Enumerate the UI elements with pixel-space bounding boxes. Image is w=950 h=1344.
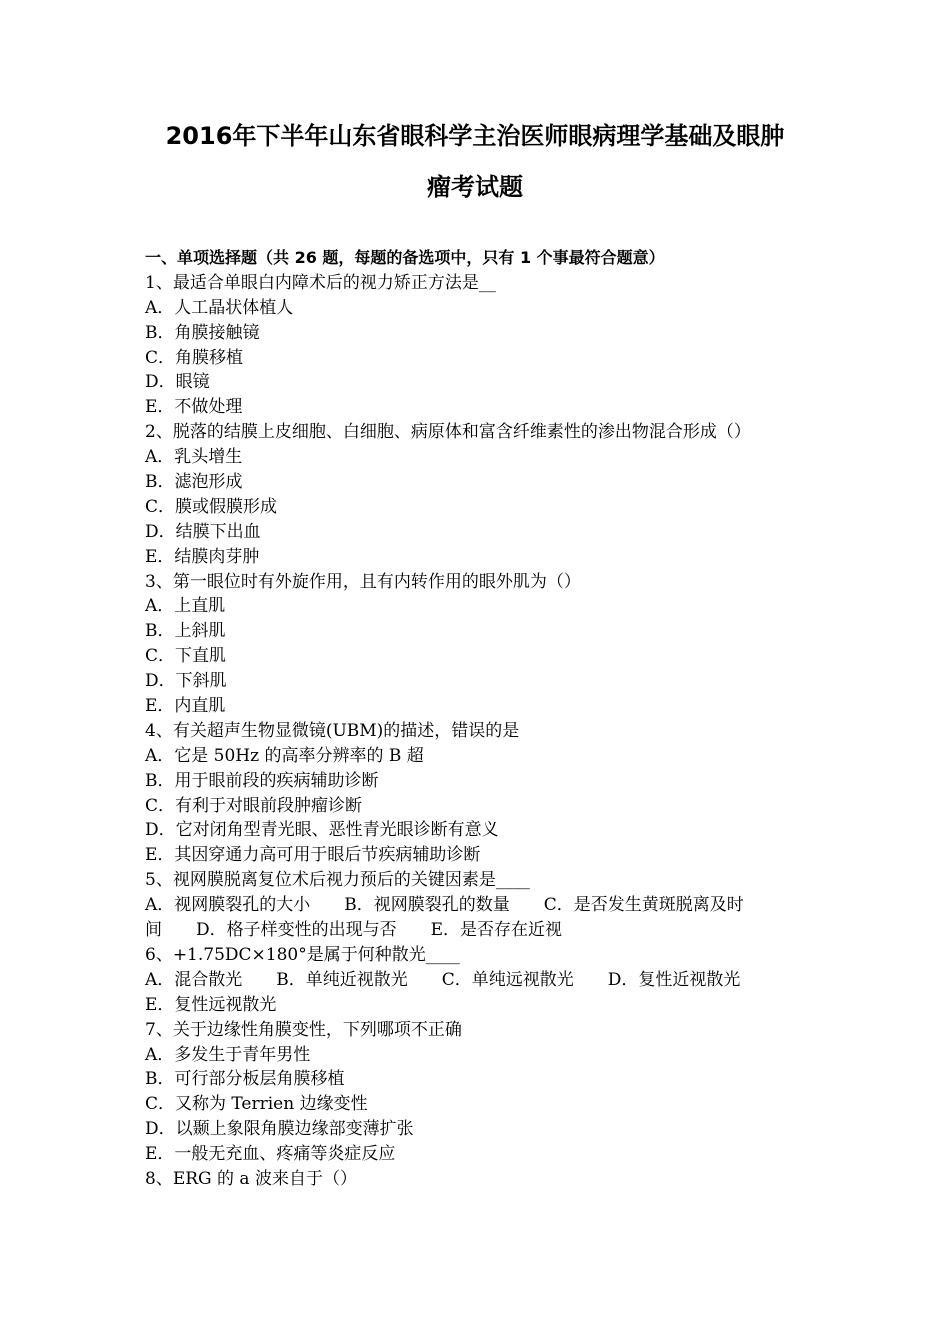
q2-option-e: E．结膜肉芽肿: [145, 546, 260, 567]
q5-option-c-continued: 间: [145, 920, 162, 941]
q5-option-b: B．视网膜裂孔的数量: [344, 895, 510, 916]
q3-option-c: C．下直肌: [145, 646, 227, 667]
q6-option-e: E．复性远视散光: [145, 994, 277, 1015]
q4-option-e: E．其因穿通力高可用于眼后节疾病辅助诊断: [145, 845, 481, 866]
q7-option-d: D．以颞上象限角膜边缘部变薄扩张: [145, 1119, 414, 1140]
q4-stem: 4、有关超声生物显微镜(UBM)的描述，错误的是: [145, 720, 520, 741]
q6-option-b: B．单纯近视散光: [276, 969, 408, 990]
q2-stem: 2、脱落的结膜上皮细胞、白细胞、病原体和富含纤维素性的渗出物混合形成（）: [145, 422, 751, 443]
q4-option-d: D．它对闭角型青光眼、恶性青光眼诊断有意义: [145, 820, 499, 841]
q4-option-c: C．有利于对眼前段肿瘤诊断: [145, 795, 363, 816]
q6-option-a: A．混合散光: [145, 969, 243, 990]
q7-option-e: E．一般无充血、疼痛等炎症反应: [145, 1144, 396, 1165]
q1-option-c: C．角膜移植: [145, 347, 244, 368]
q8-stem: 8、ERG 的 a 波来自于（）: [145, 1168, 357, 1189]
q5-option-e: E．是否存在近视: [430, 920, 563, 941]
section-heading: 一、单项选择题（共 26 题，每题的备选项中，只有 1 个事最符合题意）: [145, 248, 665, 267]
q4-option-b: B．用于眼前段的疾病辅助诊断: [145, 770, 379, 791]
q4-option-a: A．它是 50Hz 的高率分辨率的 B 超: [145, 745, 424, 766]
q2-option-b: B．滤泡形成: [145, 472, 243, 493]
q1-option-e: E．不做处理: [145, 397, 243, 418]
q6-options-row-1: [145, 968, 815, 993]
q6-option-c: C．单纯远视散光: [441, 969, 574, 990]
q6-option-d: D．复性近视散光: [607, 969, 741, 990]
q5-stem: 5、视网膜脱离复位术后视力预后的关键因素是____: [145, 870, 530, 891]
document-body: [145, 246, 815, 1192]
q5-option-d: D．格子样变性的出现与否: [196, 920, 397, 941]
q3-option-b: B．上斜肌: [145, 621, 226, 642]
q5-options-row-2: [145, 918, 815, 943]
q3-stem: 3、第一眼位时有外旋作用，且有内转作用的眼外肌为（）: [145, 571, 581, 592]
q7-option-a: A．多发生于青年男性: [145, 1044, 311, 1065]
document-title-line-2: 瘤考试题: [427, 173, 523, 201]
q2-option-c: C．膜或假膜形成: [145, 496, 278, 517]
document-title-line-1: 2016年下半年山东省眼科学主治医师眼病理学基础及眼肿: [165, 122, 785, 150]
q1-stem: 1、最适合单眼白内障术后的视力矫正方法是__: [145, 272, 496, 293]
q2-option-d: D．结膜下出血: [145, 521, 261, 542]
q2-option-a: A．乳头增生: [145, 447, 243, 468]
q7-option-c: C．又称为 Terrien 边缘变性: [145, 1094, 368, 1115]
q1-option-a: A．人工晶状体植人: [145, 297, 294, 318]
q1-option-b: B．角膜接触镜: [145, 322, 260, 343]
q3-option-a: A．上直肌: [145, 596, 226, 617]
q5-options-row-1: [145, 893, 815, 918]
q3-option-d: D．下斜肌: [145, 671, 227, 692]
q1-option-d: D．眼镜: [145, 372, 210, 393]
q5-option-c: C．是否发生黄斑脱离及时: [543, 895, 744, 916]
q5-option-a: A．视网膜裂孔的大小: [145, 895, 311, 916]
q3-option-e: E．内直肌: [145, 696, 226, 717]
q6-stem: 6、+1.75DC×180°是属于何种散光____: [145, 944, 460, 965]
q7-stem: 7、关于边缘性角膜变性，下列哪项不正确: [145, 1019, 462, 1040]
q7-option-b: B．可行部分板层角膜移植: [145, 1069, 345, 1090]
